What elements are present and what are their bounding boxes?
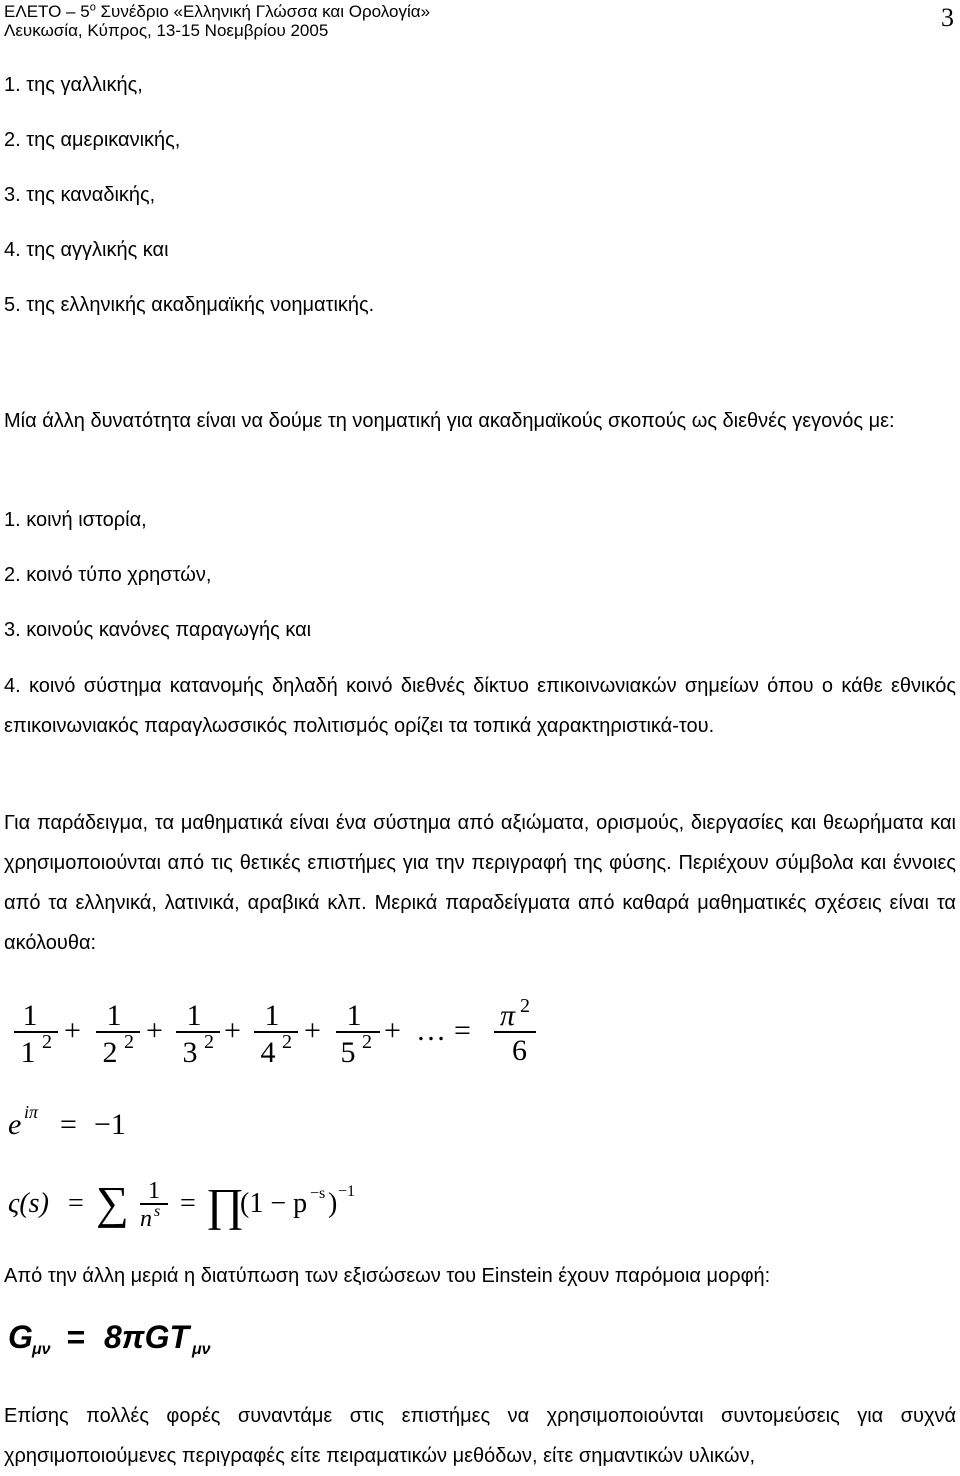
- svg-text:ς(s): ς(s): [8, 1188, 49, 1219]
- plus-sign: +: [384, 1014, 401, 1047]
- basel-rhs: [494, 995, 536, 1067]
- page-number: 3: [941, 3, 954, 32]
- svg-text:∑: ∑: [96, 1177, 129, 1228]
- svg-text:): ): [328, 1188, 338, 1219]
- svg-text:μν: μν: [192, 1341, 211, 1358]
- svg-text:6: 6: [512, 1034, 527, 1067]
- paragraph: Επίσης πολλές φορές συναντάμε στις επιστήμες να χρησιμοποιούνται συντομεύσεις για συχνά χρησιμοποιούμενες περιγραφές είτε πειραματικών μεθόδων, είτε σημαντικών υλικών,: [4, 1405, 956, 1467]
- svg-text:∏: ∏: [206, 1179, 244, 1230]
- svg-text:8πGT: 8πGT: [104, 1319, 190, 1355]
- svg-text:=: =: [66, 1319, 85, 1355]
- svg-text:2: 2: [102, 1036, 118, 1069]
- svg-text:1: 1: [22, 999, 38, 1032]
- svg-text:=: =: [68, 1188, 84, 1219]
- svg-text:s: s: [154, 1203, 161, 1220]
- svg-text:=: =: [180, 1188, 196, 1219]
- svg-text:1: 1: [106, 999, 122, 1032]
- formula-euler: [8, 1104, 148, 1140]
- formula-basel: [8, 995, 548, 1069]
- list-item: 2. της αμερικανικής,: [4, 129, 181, 151]
- page-header: [4, 0, 956, 44]
- feature-list: [4, 507, 956, 672]
- svg-text:5: 5: [340, 1036, 356, 1069]
- plus-sign: +: [304, 1014, 321, 1047]
- basel-term-5: [336, 999, 380, 1069]
- svg-text:2: 2: [42, 1031, 52, 1053]
- svg-text:2: 2: [282, 1031, 292, 1053]
- svg-text:=: =: [60, 1108, 77, 1141]
- svg-text:4: 4: [260, 1036, 276, 1069]
- list-item: 4. της αγγλικής και: [4, 239, 169, 261]
- list-item: 4. κοινό σύστημα κατανομής δηλαδή κοινό διεθνές δίκτυο επικοινωνιακών σημείων όπου ο κάθε εθνικός επικοινωνιακός παραγλωσσικός πολιτισμός ορίζει τα τοπικά χαρακτηριστικά-του.: [4, 675, 956, 737]
- list-item: 5. της ελληνικής ακαδημαϊκής νοηματικής.: [4, 294, 375, 316]
- svg-text:1: 1: [264, 999, 280, 1032]
- svg-text:e: e: [8, 1108, 22, 1141]
- list-item: 3. κοινούς κανόνες παραγωγής και: [4, 619, 312, 641]
- svg-text:1: 1: [148, 1178, 160, 1204]
- basel-term-1: [14, 999, 58, 1069]
- svg-text:−1: −1: [94, 1108, 126, 1141]
- svg-text:n: n: [140, 1206, 152, 1232]
- basel-term-4: [254, 999, 298, 1069]
- plus-sign: +: [146, 1014, 163, 1047]
- svg-text:3: 3: [182, 1036, 198, 1069]
- plus-sign: +: [64, 1014, 81, 1047]
- svg-text:iπ: iπ: [24, 1102, 39, 1122]
- basel-term-2: [96, 999, 140, 1069]
- svg-text:2: 2: [124, 1031, 134, 1053]
- list-item: 3. της καναδικής,: [4, 184, 156, 206]
- svg-text:1: 1: [20, 1036, 36, 1069]
- ellipsis: …: [416, 1014, 446, 1047]
- formula-einstein: [8, 1318, 228, 1358]
- svg-text:1: 1: [186, 999, 202, 1032]
- paragraph: Μία άλλη δυνατότητα είναι να δούμε τη νοηματική για ακαδημαϊκούς σκοπούς ως διεθνές γεγονός με:: [4, 410, 895, 432]
- language-list: [4, 72, 956, 347]
- svg-text:2: 2: [362, 1031, 372, 1053]
- equals-sign: =: [454, 1014, 471, 1047]
- svg-text:π: π: [500, 999, 516, 1032]
- conference-location: Λευκωσία, Κύπρος, 13-15 Νοεμβρίου 2005: [4, 21, 329, 40]
- list-item: 2. κοινό τύπο χρηστών,: [4, 564, 212, 586]
- svg-text:1: 1: [346, 999, 362, 1032]
- svg-text:2: 2: [204, 1031, 214, 1053]
- paragraph: Από την άλλη μεριά η διατύπωση των εξισώσεων του Einstein έχουν παρόμοια μορφή:: [4, 1265, 771, 1287]
- formula-zeta: [8, 1176, 368, 1232]
- conference-title: ΕΛΕΤΟ – $5^o$ Συνέδριο «Ελληνική Γλώσσα και Ορολογία»: [4, 1, 431, 21]
- svg-text:(1 − p: (1 − p: [240, 1188, 308, 1219]
- svg-text:−1: −1: [338, 1183, 356, 1200]
- svg-text:μν: μν: [32, 1341, 51, 1358]
- basel-term-3: [176, 999, 220, 1069]
- svg-text:G: G: [8, 1319, 33, 1355]
- plus-sign: +: [224, 1014, 241, 1047]
- list-item: 1. κοινή ιστορία,: [4, 509, 147, 531]
- paragraph: Για παράδειγμα, τα μαθηματικά είναι ένα σύστημα από αξιώματα, ορισμούς, διεργασίες και θεωρήματα και χρησιμοποιούνται από τις θετικές επιστήμες για την περιγραφή της φύσης. Περιέχουν σύμβολα και έννοιες από τα ελληνικά, λατινικά, αραβικά κλπ. Μερικά παραδείγματα από καθαρά μαθηματικές σχέσεις είναι τα ακόλουθα:: [4, 812, 956, 954]
- list-item: 1. της γαλλικής,: [4, 74, 143, 96]
- svg-text:−s: −s: [310, 1185, 326, 1202]
- svg-text:2: 2: [520, 995, 530, 1017]
